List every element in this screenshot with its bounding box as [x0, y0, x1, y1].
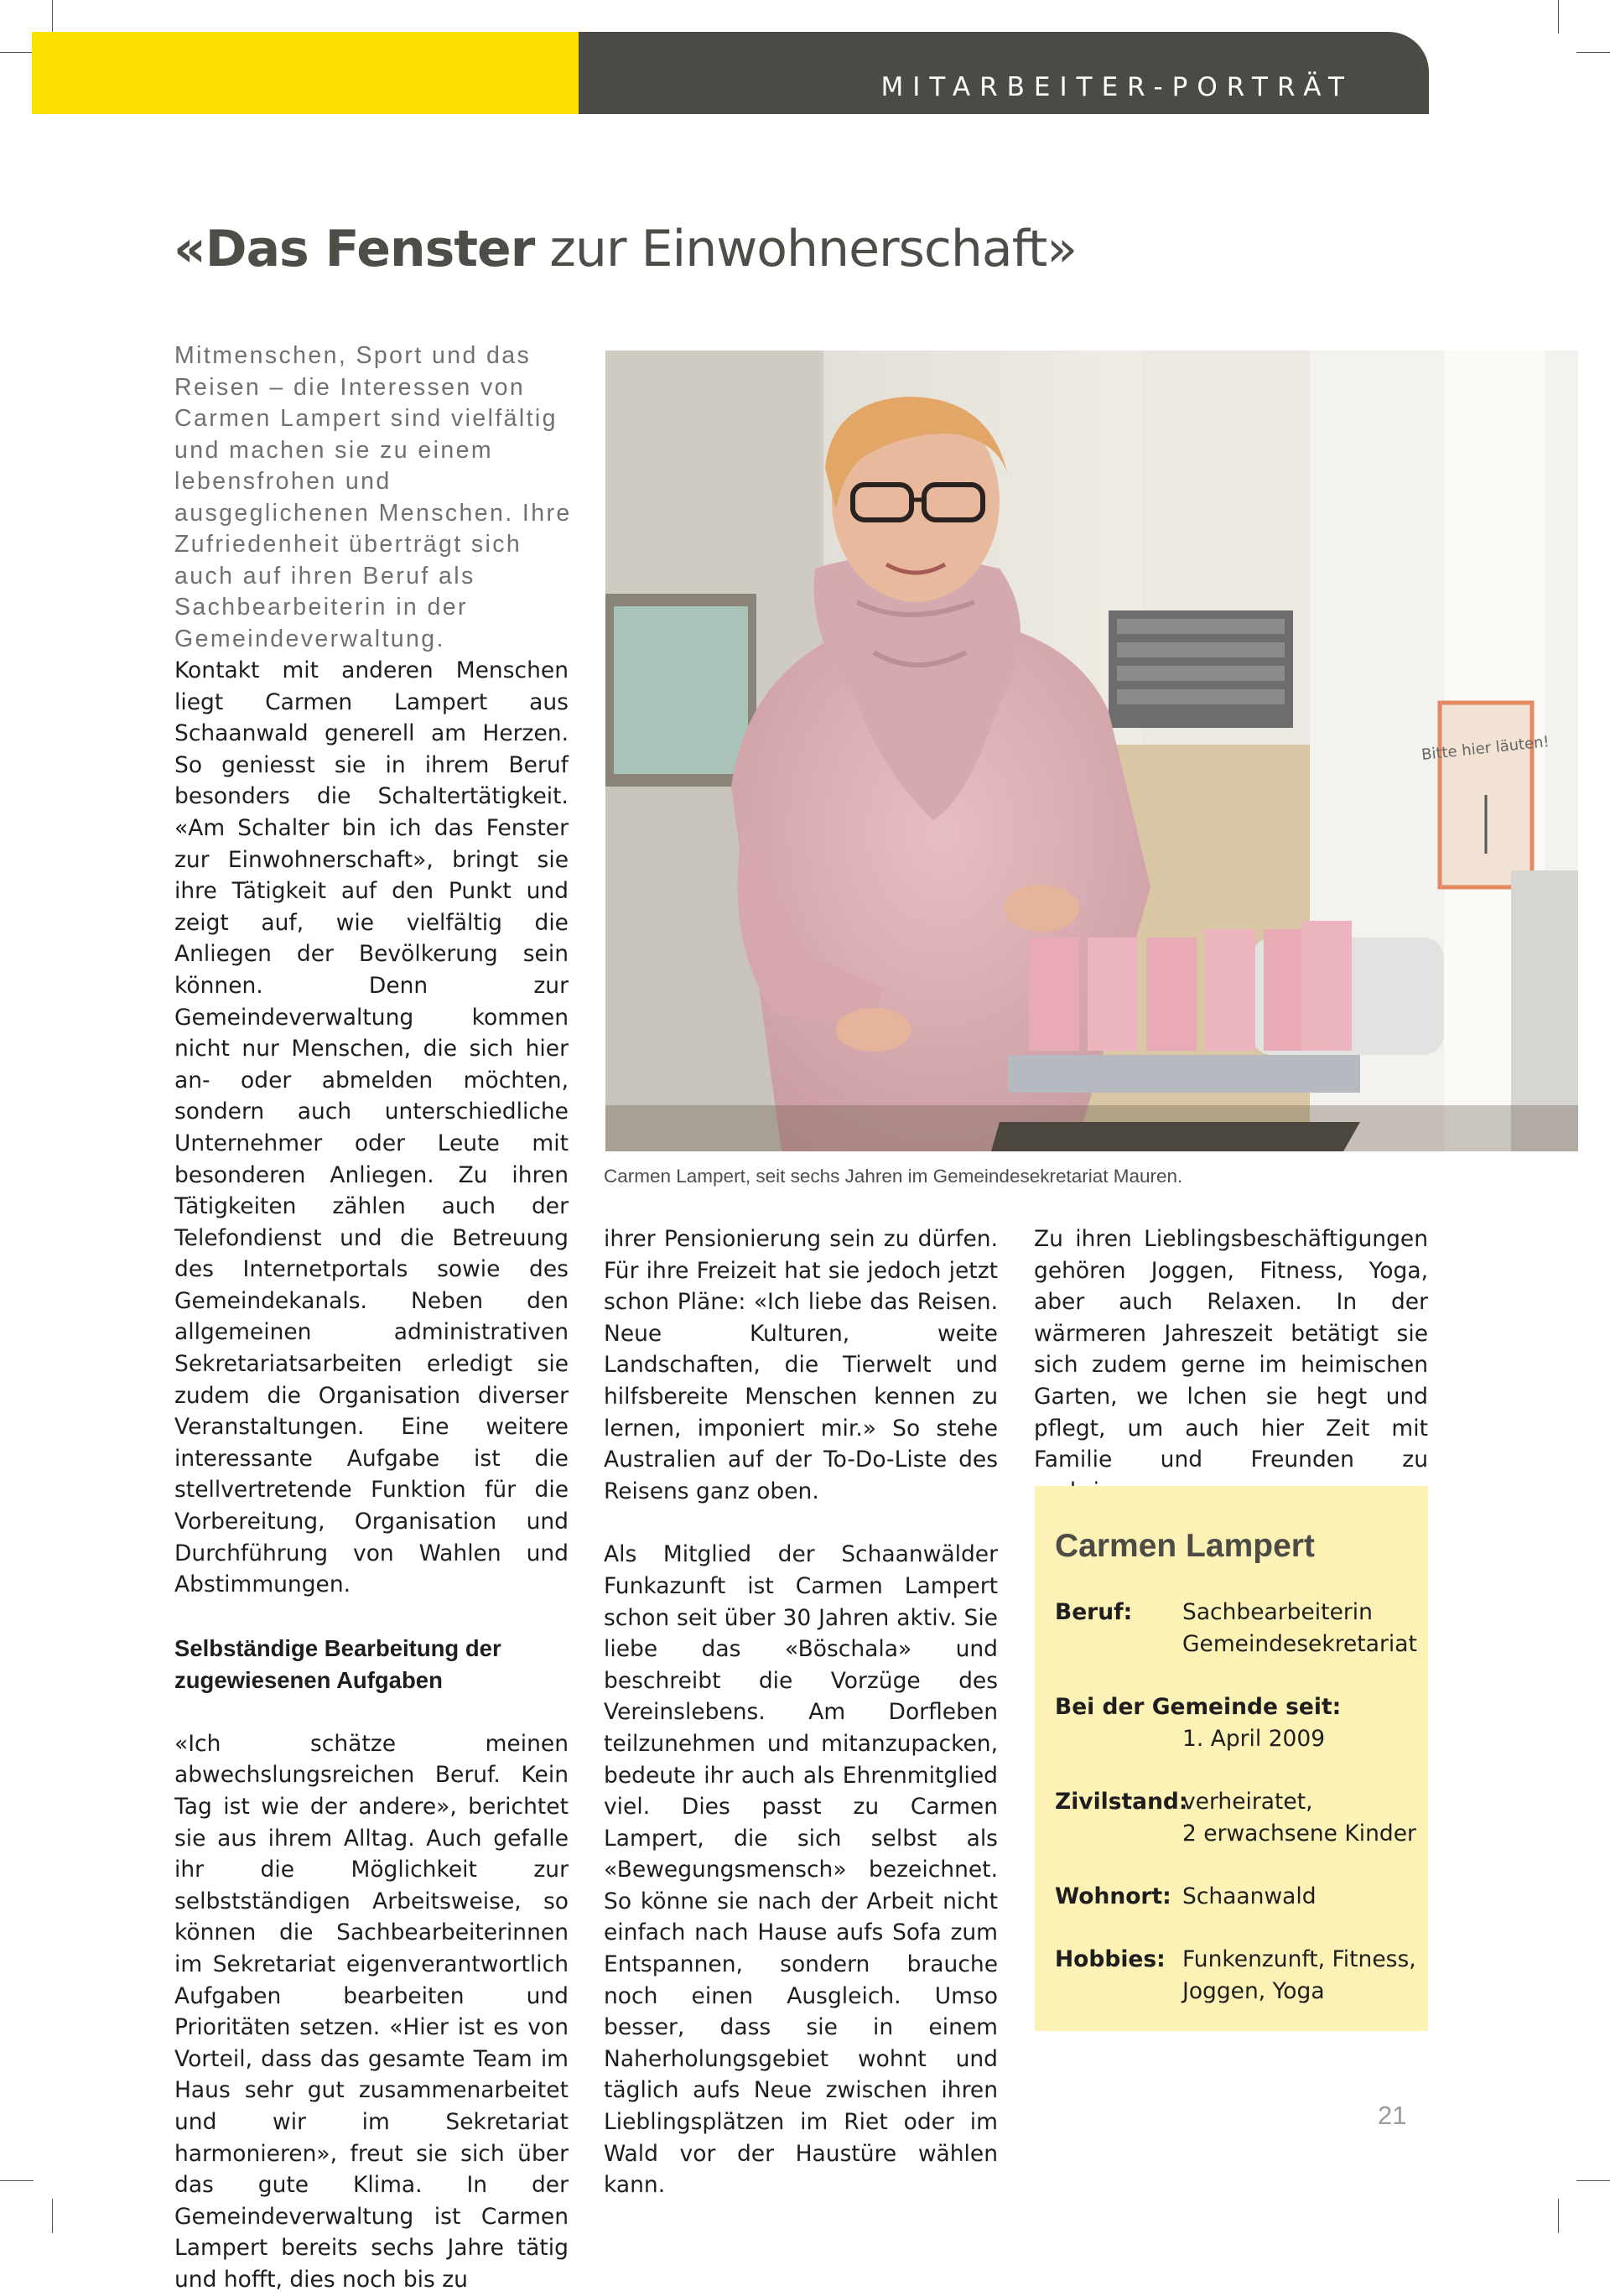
subheading-line: Selbständige Bearbeitung der [174, 1634, 501, 1661]
crop-mark [1576, 52, 1610, 53]
subheading-line: zugewiesenen Aufgaben [174, 1666, 443, 1693]
profile-value [1182, 1597, 1417, 1660]
body-paragraph: Zu ihren Lieblingsbeschäftigungen gehören Joggen, Fitness, Yoga, aber auch Relaxen. In der wärmeren Jahreszeit betätigt sie sich zudem gerne im heimischen Garten, we lchen sie hegt und pflegt, um auch hier Zeit mit Familie und Freunden zu [1034, 1226, 1428, 1473]
profile-row-beruf [1055, 1597, 1424, 1657]
body-paragraph: Als Mitglied der Schaanwälder Funkazunft ist Carmen Lampert schon seit über 30 Jahren aktiv. Sie liebe das «Böschala» und beschreibt die Vorzüge des Vereinslebens. Am Dorfleben teilzunehmen und mitanzupacken, bedeute ihr auch als Ehrenmitglied viel. Dies passt zu Carmen Lampert, die sich selbst als «Bewegungsmensch» bezeichnet. So könne sie nach der Arbeit nicht einfach nach Hause aufs Sofa zum Entspannen, sondern brauche noch einen Ausgleich. Umso besser, dass sie in einem Naherholungsgebiet wohnt und täglich aufs Neue zwischen ihren Lieblingsplätzen im Riet oder im Wald vor der Haustüre wählen kann. [604, 1541, 998, 2199]
crop-mark [0, 2180, 34, 2181]
profile-value-line: verheiratet, [1182, 1789, 1313, 1815]
profile-name: Carmen Lampert [1055, 1528, 1315, 1564]
profile-label: Wohnort: [1055, 1883, 1171, 1909]
crop-mark [52, 2199, 53, 2233]
profile-label: Beruf: [1055, 1599, 1133, 1625]
page-number: 21 [1378, 2101, 1407, 2130]
profile-value-line: 2 erwachsene Kinder [1182, 1821, 1416, 1847]
body-paragraph: Kontakt mit anderen Menschen liegt Carmen Lampert aus Schaanwald generell am Herzen. So geniesst sie in ihrem Beruf besonders die Schaltertätigkeit. «Am Schalter bin ich das Fenster zur Einwohnerschaft», bringt sie ihre Tätigkeit auf den Punkt und zeigt auf, wie vielfältig die Anliegen der Bevölkerung sein können. Denn zur Gemeindeverwaltung kommen nicht nur Menschen, die sich hier an- oder abmelden möchten, sondern auch unterschiedliche Unternehmer oder Leute mit besonderen Anliegen. Zu ihren Tätigkeiten zählen auch der Telefondienst und die Betreuung des Internetportals sowie des Gemeindekanals. Neben den allgemeinen administrativen Sekretariatsarbeiten erledigt sie zudem die Organisation diverser Veranstaltungen. Eine weitere interessante Aufgabe ist die stellvertretende Funktion für die Vorbereitung, Organisation und Durchführung von Wahlen und Abstimmungen. [174, 657, 569, 1598]
portrait-photo [605, 351, 1578, 1151]
article-lead: Mitmenschen, Sport und das Reisen – die Interessen von Carmen Lampert sind vielfältig und machen sie zu einem lebensfrohen und ausgeglichenen Menschen. Ihre Zufriedenheit überträgt sich auch auf ihren Beruf als Sachbearbeiterin in der Gemeindeverwaltung. [174, 342, 572, 652]
profile-row-zivilstand [1055, 1786, 1424, 1847]
profile-row-hobbies [1055, 1944, 1424, 2004]
profile-row-seit [1055, 1691, 1424, 1755]
crop-mark [1558, 0, 1559, 34]
profile-value: Schaanwald [1182, 1883, 1317, 1909]
crop-mark [1576, 2180, 1610, 2181]
header-accent-bar [32, 32, 579, 114]
section-label: MITARBEITER-PORTRÄT [880, 72, 1353, 102]
article-title-bold: «Das Fenster [174, 220, 535, 278]
profile-label: Zivilstand: [1055, 1789, 1188, 1815]
profile-box [1035, 1486, 1428, 2031]
article-column-2 [604, 1223, 998, 2201]
profile-value-line: Sachbearbeiterin [1182, 1599, 1373, 1625]
header-section-bar [579, 32, 1429, 114]
photo-caption: Carmen Lampert, seit sechs Jahren im Gemeindesekretariat Mauren. [604, 1166, 1183, 1187]
article-column-1 [174, 655, 569, 2296]
profile-label: Bei der Gemeinde seit: [1055, 1694, 1342, 1720]
profile-value [1182, 1786, 1416, 1850]
article-title-light: zur Einwohnerschaft» [534, 220, 1078, 278]
crop-mark [52, 0, 53, 34]
profile-value [1182, 1944, 1416, 2008]
subheading [174, 1633, 569, 1696]
crop-mark [1558, 2199, 1559, 2233]
profile-value-line: Gemeindesekretariat [1182, 1631, 1417, 1657]
profile-value-line: Funkenzunft, Fitness, [1182, 1946, 1416, 1972]
article-column-3 [1034, 1223, 1428, 1507]
article-title [174, 220, 1077, 278]
body-paragraph: «Ich schätze meinen abwechslungsreichen Beruf. Kein Tag ist wie der andere», berichtet sie aus ihrem Alltag. Auch gefalle ihr die Möglichkeit zur selbstständigen Arbeitsweise, so können die Sachbearbeiterinnen im Sekretariat eigenverantwortlich Aufgaben bearbeiten und Prioritäten setzen. «Hier ist es von Vorteil, dass das gesamte Team im Haus sehr gut zusammenarbeitet und wir im Sekretariat harmonieren», freut sie sich über das gute Klima. In der Gemeindeverwaltung ist Carmen Lampert bereits sechs Jahre tätig und hofft, dies noch bis zu [174, 1730, 569, 2293]
profile-label: Hobbies: [1055, 1946, 1166, 1972]
sign-text: Bitte hier läuten! [1420, 733, 1550, 764]
profile-value-line: Joggen, Yoga [1182, 1978, 1325, 2004]
profile-value: 1. April 2009 [1182, 1726, 1326, 1752]
crop-mark [0, 52, 34, 53]
body-paragraph: ihrer Pensionierung sein zu dürfen. Für ihre Freizeit hat sie jedoch jetzt schon Pläne: «Ich liebe das Reisen. Neue Kulturen, weite Landschaften, die Tierwelt und hilfsbereite Menschen kennen zu lernen, imponiert mir.» So stehe Australien auf der To-Do-Liste des Reisens ganz oben. [604, 1226, 998, 1504]
profile-row-wohnort [1055, 1881, 1424, 1913]
